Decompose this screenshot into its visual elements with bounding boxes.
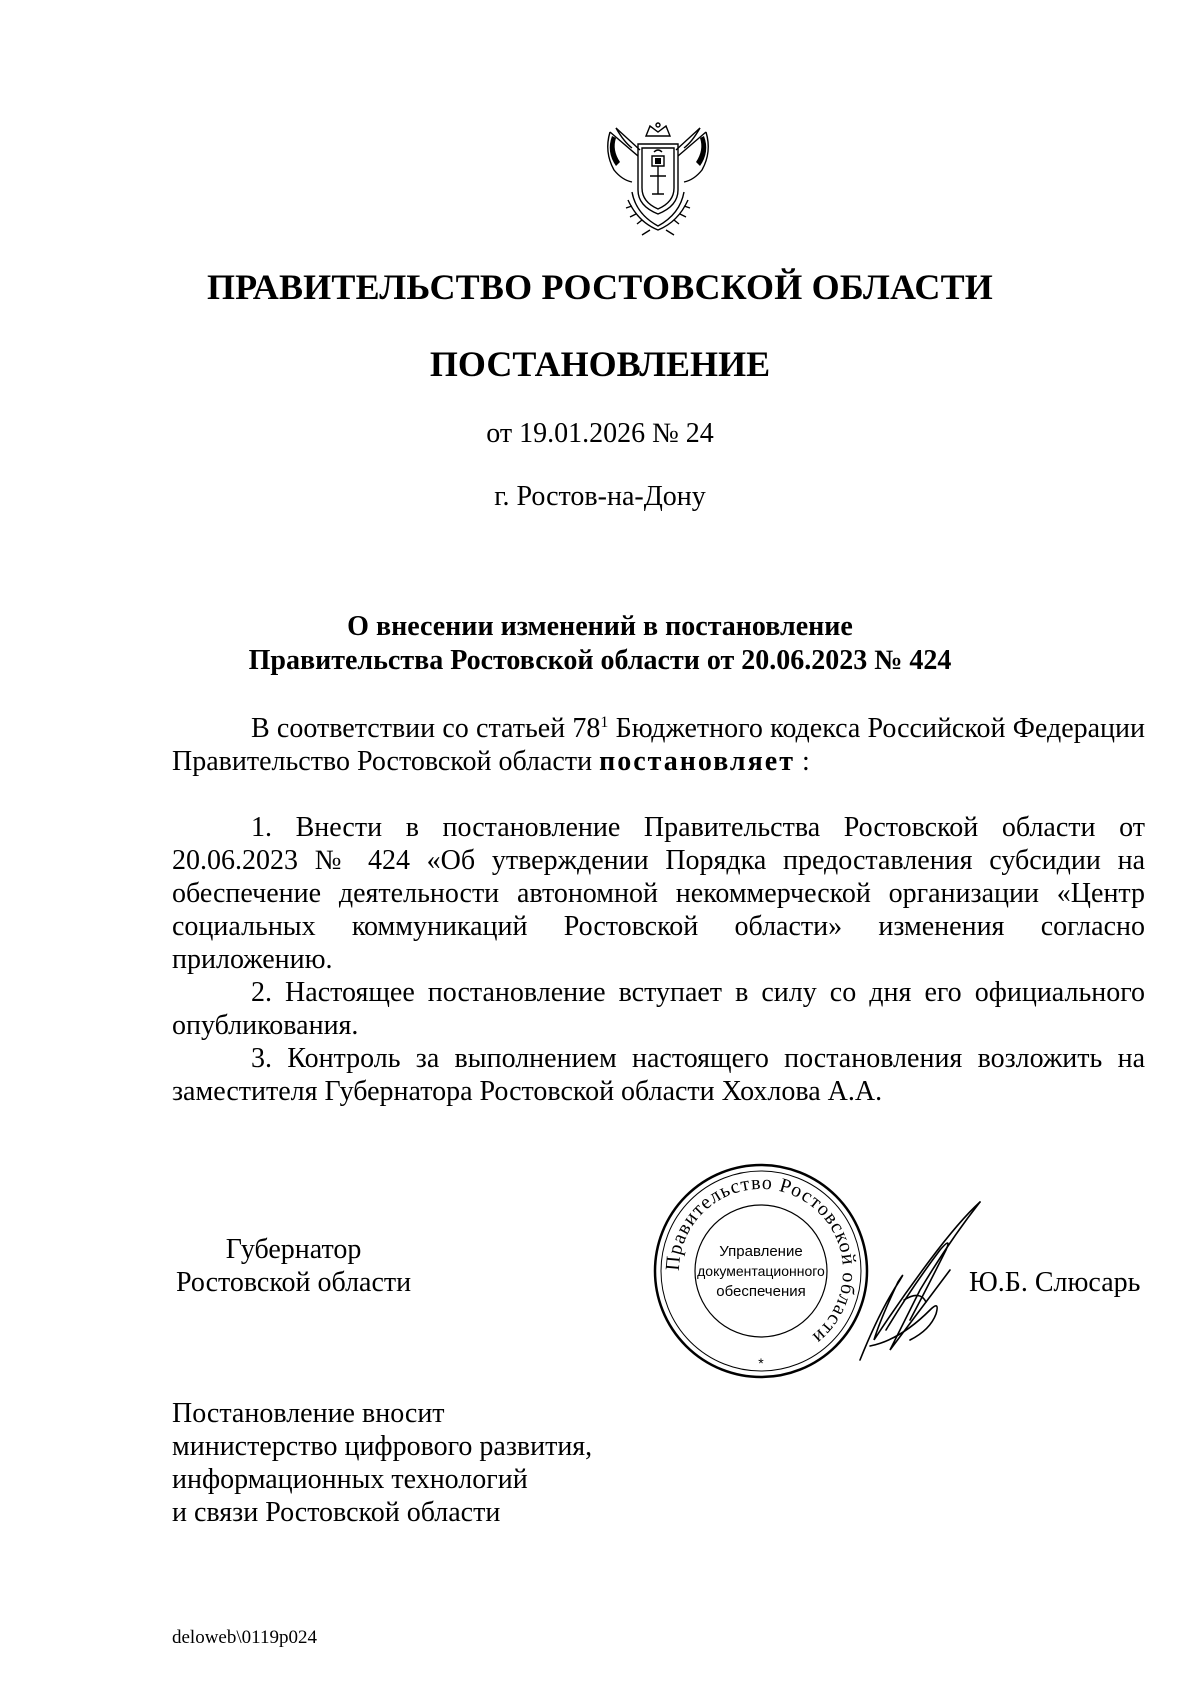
document-type: ПОСТАНОВЛЕНИЕ (429, 344, 771, 384)
preamble-text-middle: Бюджетного кодекса Российской Федерации Правительство Ростовской области (172, 713, 1145, 777)
introduced-by-line-2: министерство цифрового развития, (172, 1431, 593, 1462)
seal-ring-text: Правительство Ростовской области (661, 1171, 861, 1349)
signatory-name: Ю.Б. Слюсарь (969, 1267, 1141, 1298)
subject-line-2: Правительства Ростовской области от 20.06.2023 № 424 (248, 645, 952, 676)
seal-star: * (758, 1355, 764, 1371)
introduced-by-line-1: Постановление вносит (172, 1398, 445, 1429)
introduced-by-block (172, 1397, 592, 1529)
introduced-by-line-4: и связи Ростовской области (172, 1497, 501, 1528)
preamble-text-end: : (794, 746, 810, 777)
preamble-keyword: постановляет (599, 746, 795, 777)
preamble-paragraph (172, 712, 1145, 778)
seal-center-line-3: обеспечения (716, 1283, 806, 1300)
resolution-item-2: 2. Настоящее постановление вступает в силу со дня его официального опубликования. (172, 977, 1145, 1041)
document-subject (0, 610, 1200, 678)
introduced-by-line-3: информационных технологий (172, 1464, 528, 1495)
footer-file-reference: deloweb\0119p024 (172, 1627, 317, 1648)
resolution-item-3: 3. Контроль за выполнением настоящего постановления возложить на заместителя Губернатора Ростовской области Хохлова А.А. (172, 1043, 1145, 1107)
organization-title: ПРАВИТЕЛЬСТВО РОСТОВСКОЙ ОБЛАСТИ (206, 267, 994, 307)
preamble-text-start: В соответствии со статьей 78 (251, 713, 601, 744)
resolution-items (172, 811, 1145, 1108)
official-seal (650, 1160, 872, 1382)
resolution-item-1: 1. Внести в постановление Правительства Ростовской области от 20.06.2023 № 424 «Об утверждении Порядка предоставления субсидии на обеспечение деятельности автономной некоммерческой организации «Центр социальных коммуникаций Ростовской области» изменения согласно приложению. (172, 812, 1145, 975)
seal-center-line-2: документационного (697, 1263, 825, 1279)
coat-of-arms-icon (602, 122, 714, 237)
article-superscript: 1 (600, 714, 609, 731)
signatory-position-line-2: Ростовской области (176, 1267, 412, 1298)
subject-line-1: О внесении изменений в постановление (347, 611, 853, 642)
signatory-position (176, 1233, 411, 1299)
seal-center-line-1: Управление (719, 1243, 803, 1260)
document-city: г. Ростов-на-Дону (494, 481, 706, 512)
signatory-position-line-1: Губернатор (225, 1234, 362, 1265)
document-date-number: от 19.01.2026 № 24 (486, 418, 714, 449)
